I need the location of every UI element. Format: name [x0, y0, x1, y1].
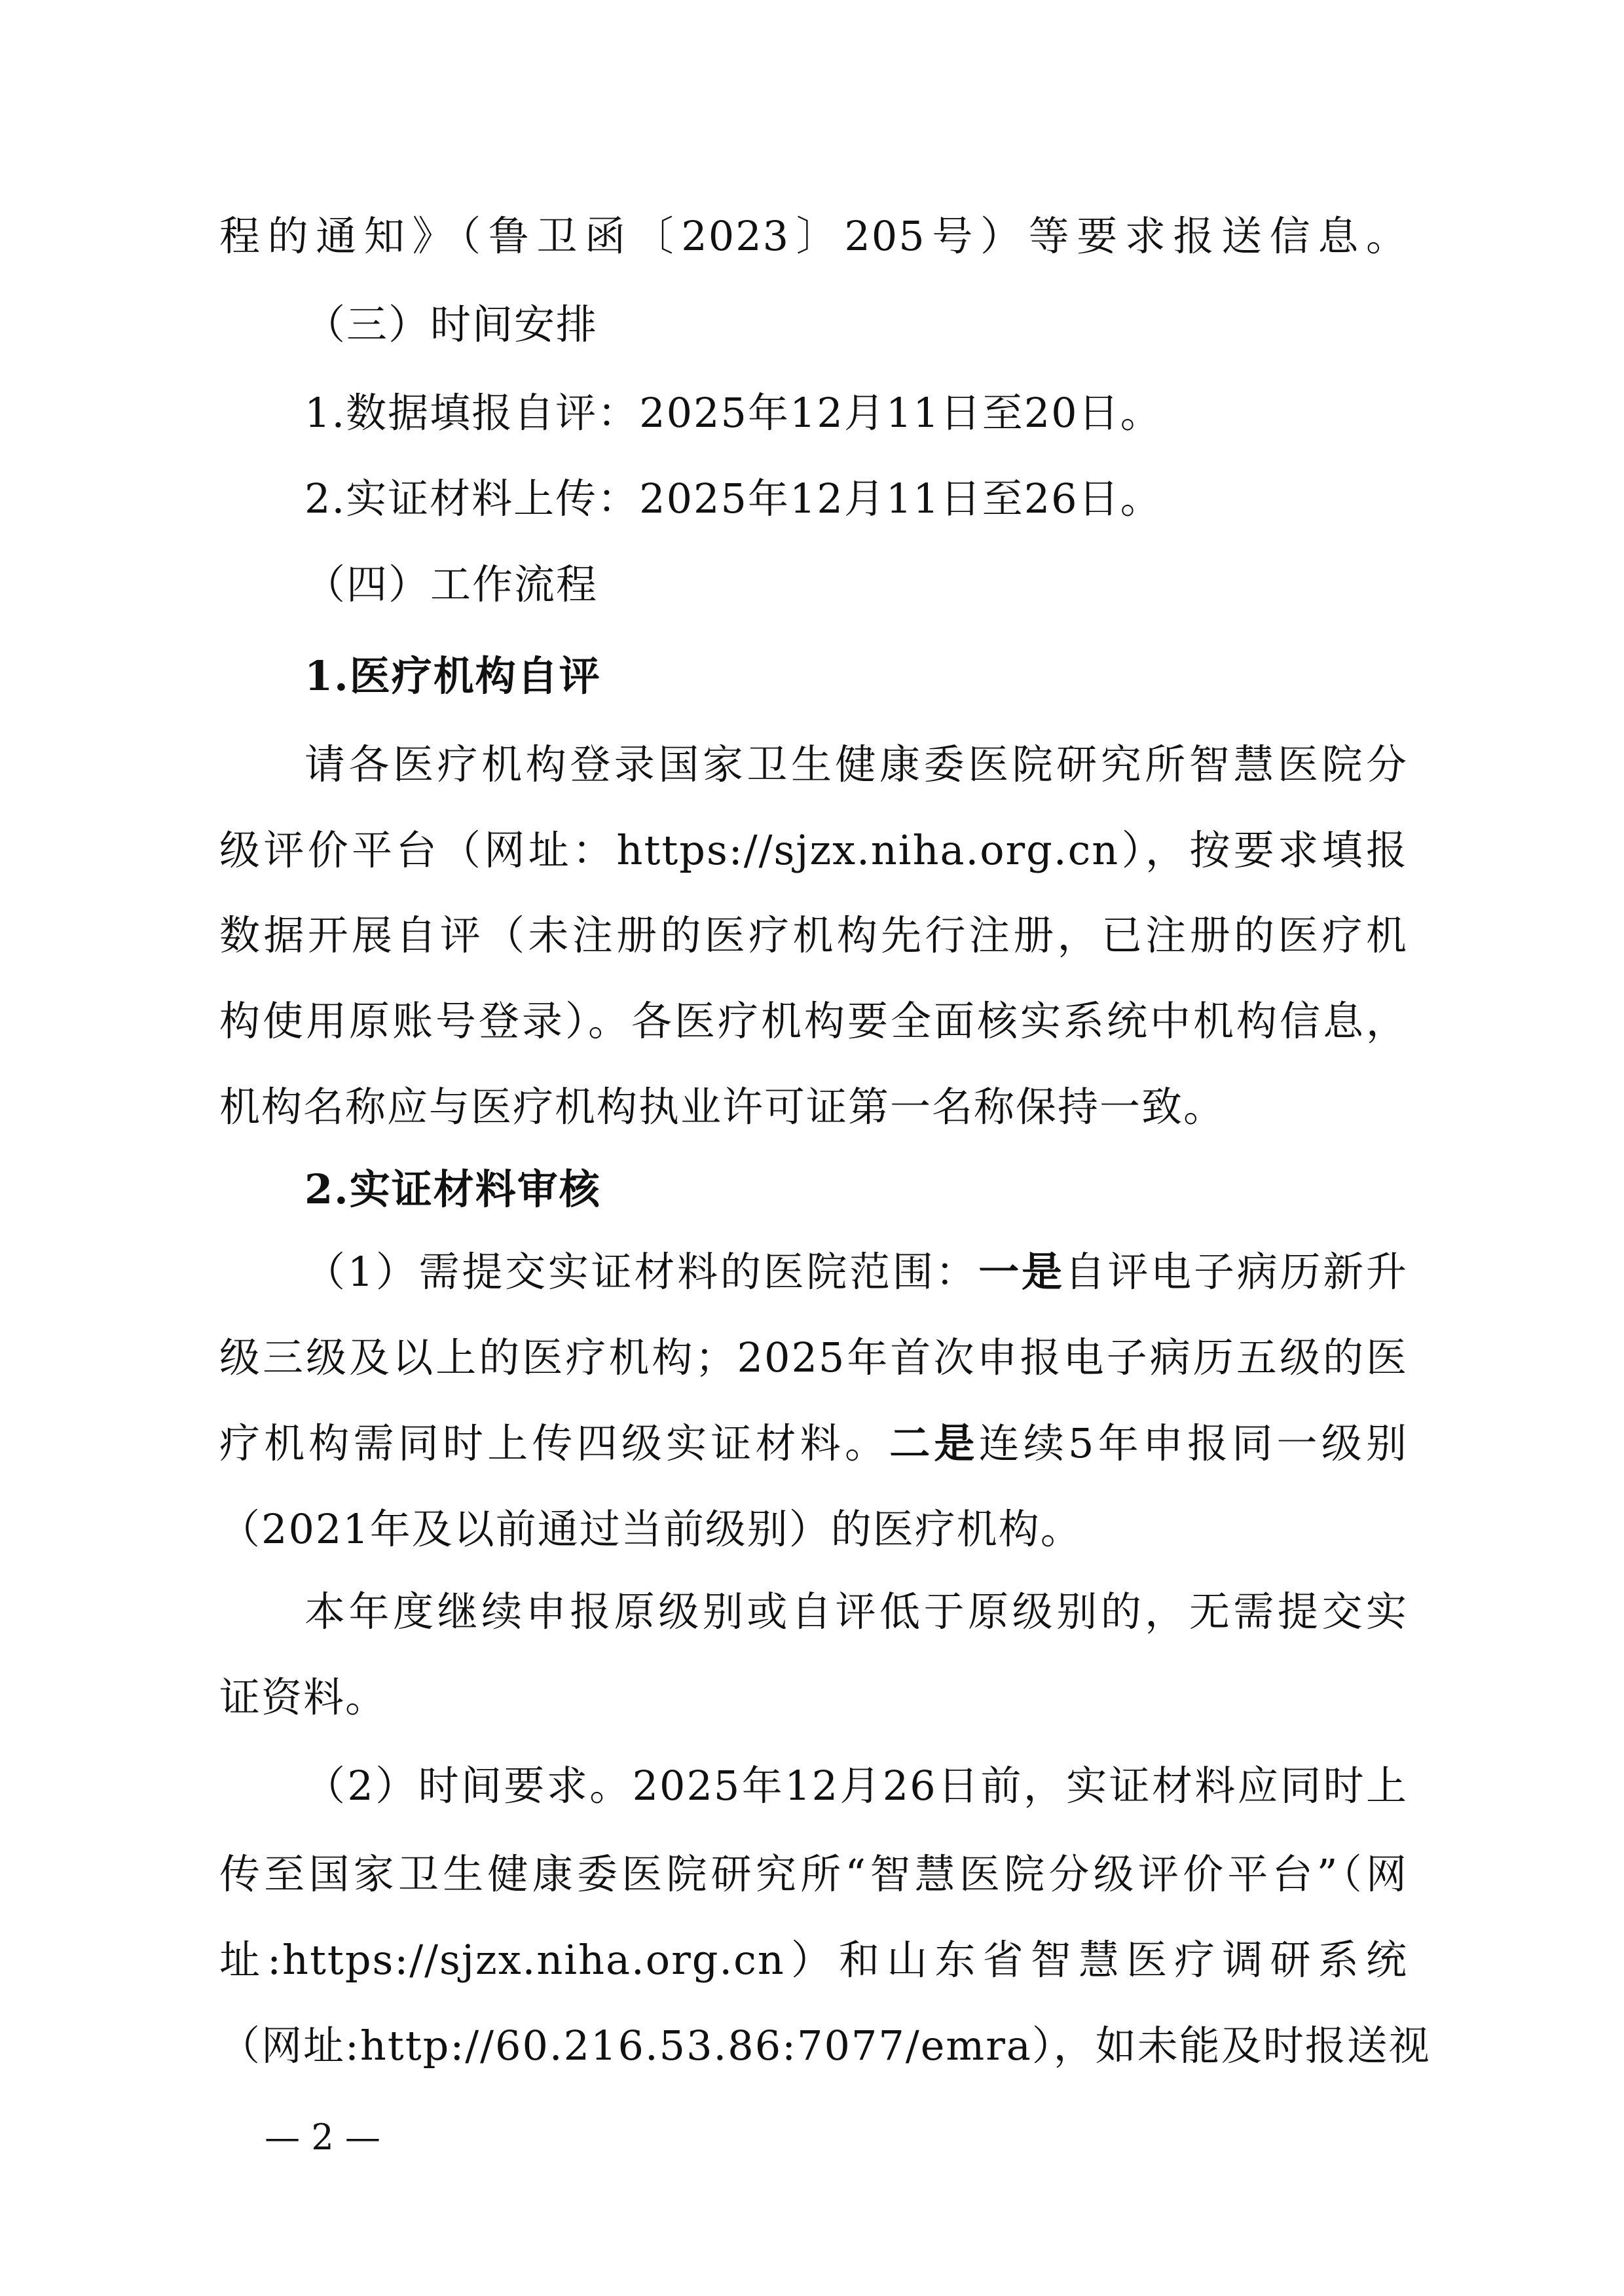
paragraph-line: 址:https://sjzx.niha.org.cn）和山东省智慧医疗调研系统 [219, 1936, 1408, 1984]
text-segment: （1）需提交实证材料的医院范围： [304, 1248, 979, 1296]
paragraph-line: 请各医疗机构登录国家卫生健康委医院研究所智慧医院分 [304, 740, 1408, 788]
paragraph-line: 级三级及以上的医疗机构；2025年首次申报电子病历五级的医 [219, 1334, 1408, 1381]
paragraph-line: 本年度继续申报原级别或自评低于原级别的，无需提交实 [304, 1588, 1408, 1635]
paragraph-line: 程的通知》（鲁卫函〔2023〕205号）等要求报送信息。 [219, 212, 1408, 260]
text-segment: 疗机构需同时上传四级实证材料。 [219, 1419, 890, 1467]
subheading-evidence-review: 2.实证材料审核 [304, 1165, 601, 1213]
paragraph-line: （2）时间要求。2025年12月26日前，实证材料应同时上 [304, 1762, 1408, 1810]
paragraph-line: （网址:http://60.216.53.86:7077/emra），如未能及时报送视 [219, 2022, 1431, 2069]
paragraph-line: （2021年及以前通过当前级别）的医疗机构。 [219, 1505, 1082, 1553]
schedule-item-data-entry: 1.数据填报自评：2025年12月11日至20日。 [304, 389, 1162, 437]
schedule-item-evidence-upload: 2.实证材料上传：2025年12月11日至26日。 [304, 475, 1162, 522]
paragraph-line: 机构名称应与医疗机构执业许可证第一名称保持一致。 [219, 1083, 1226, 1131]
paragraph-line [219, 1401, 1408, 1486]
paragraph-line: 级评价平台（网址：https://sjzx.niha.org.cn），按要求填报 [219, 826, 1408, 874]
emphasis-first: 一是 [978, 1248, 1065, 1296]
paragraph-line [304, 1230, 1408, 1315]
paragraph-line: 传至国家卫生健康委医院研究所“智慧医院分级评价平台”（网 [219, 1850, 1408, 1898]
section-heading-schedule: （三）时间安排 [304, 301, 599, 348]
paragraph-line: 构使用原账号登录）。各医疗机构要全面核实系统中机构信息， [219, 997, 1408, 1045]
paragraph-line: 数据开展自评（未注册的医疗机构先行注册，已注册的医疗机 [219, 911, 1408, 959]
section-heading-workflow: （四）工作流程 [304, 560, 599, 608]
text-segment: 连续5年申报同一级别 [978, 1419, 1408, 1467]
paragraph-line: 证资料。 [219, 1673, 388, 1721]
emphasis-second: 二是 [889, 1419, 979, 1467]
page-number: — 2 — [265, 2117, 380, 2158]
subheading-self-evaluation: 1.医疗机构自评 [304, 652, 601, 700]
text-segment: 自评电子病历新升 [1064, 1248, 1408, 1296]
